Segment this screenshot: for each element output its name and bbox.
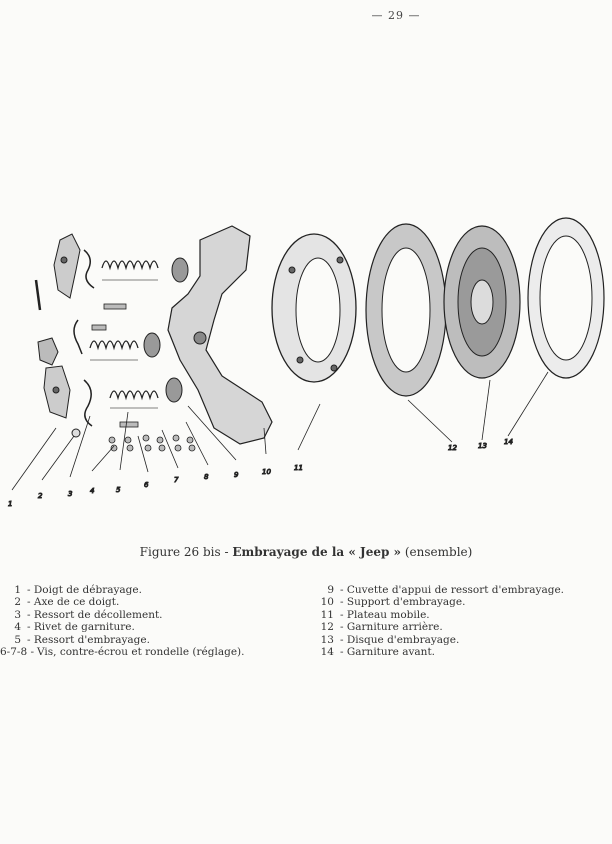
legend-number: 14 [320, 646, 334, 659]
legend-item [0, 609, 290, 621]
callout-8: 8 [204, 473, 209, 481]
legend-text: - Disque d'embrayage. [340, 633, 460, 646]
callout-1: 1 [8, 500, 13, 508]
callout-6: 6 [144, 481, 149, 489]
legend-item [312, 621, 612, 633]
callout-13: 13 [478, 442, 487, 450]
legend-number: 5 [14, 633, 21, 646]
legend-text: - Cuvette d'appui de ressort d'embrayage. [340, 584, 565, 596]
legend-item [312, 584, 612, 596]
callout-9: 9 [234, 471, 239, 479]
legend-number: 10 [320, 596, 334, 609]
legend-text: Vis, contre-écrou et rondelle (réglage). [37, 646, 245, 659]
legend-text: - Garniture avant. [340, 646, 435, 659]
legend-number: 12 [320, 621, 334, 634]
clutch-exploded-illustration [0, 190, 612, 520]
legend-text: - Axe de ce doigt. [27, 596, 120, 609]
callout-4: 4 [90, 487, 95, 495]
legend-text: - Plateau mobile. [340, 608, 430, 621]
clutch-disc-drawing [444, 226, 520, 378]
legend-number: 3 [14, 608, 21, 621]
callout-10: 10 [262, 468, 271, 476]
callout-3: 3 [68, 490, 73, 498]
rear-facing-drawing [366, 224, 446, 396]
legend-right-column [312, 584, 612, 658]
legend-text: - Ressort de décollement. [27, 608, 163, 621]
legend-number: 2 [14, 596, 21, 609]
callout-7: 7 [174, 476, 179, 484]
legend-item [312, 609, 612, 621]
legend-text: - Support d'embrayage. [340, 596, 466, 609]
callout-5: 5 [116, 486, 121, 494]
legend-item [312, 634, 612, 646]
page-number: — 29 — [371, 9, 421, 22]
release-spring-drawing [84, 250, 94, 288]
callout-14: 14 [504, 438, 513, 446]
legend-text: - Rivet de garniture. [27, 621, 135, 634]
legend-item [312, 596, 612, 608]
caption-title: Embrayage de la « Jeep » [232, 545, 402, 559]
legend-number: 11 [320, 608, 334, 621]
figure-caption [0, 545, 612, 559]
legend-text: - Garniture arrière. [340, 621, 443, 634]
legend-text: - Doigt de débrayage. [27, 584, 142, 596]
pressure-plate-drawing [272, 234, 356, 382]
legend-number: 1 [14, 584, 21, 596]
release-finger-drawing [38, 234, 80, 418]
legend-item [0, 634, 290, 646]
legend-number: 13 [320, 633, 334, 646]
legend-left-column [0, 584, 290, 658]
legend-text: - Ressort d'embrayage. [27, 633, 150, 646]
legend-number: 9 [327, 584, 334, 596]
legend-item [0, 621, 290, 633]
caption-suffix: (ensemble) [401, 545, 473, 559]
callout-12: 12 [448, 444, 457, 452]
legend-item [0, 584, 290, 596]
legend-item [0, 596, 290, 608]
front-facing-drawing [528, 218, 604, 378]
legend-item [312, 646, 612, 658]
legend-number: 6-7-8 - [0, 646, 35, 659]
callout-11: 11 [294, 464, 303, 472]
caption-prefix: Figure 26 bis - [139, 545, 233, 559]
callout-2: 2 [38, 492, 43, 500]
legend-number: 4 [14, 621, 21, 634]
legend-item [0, 646, 290, 658]
